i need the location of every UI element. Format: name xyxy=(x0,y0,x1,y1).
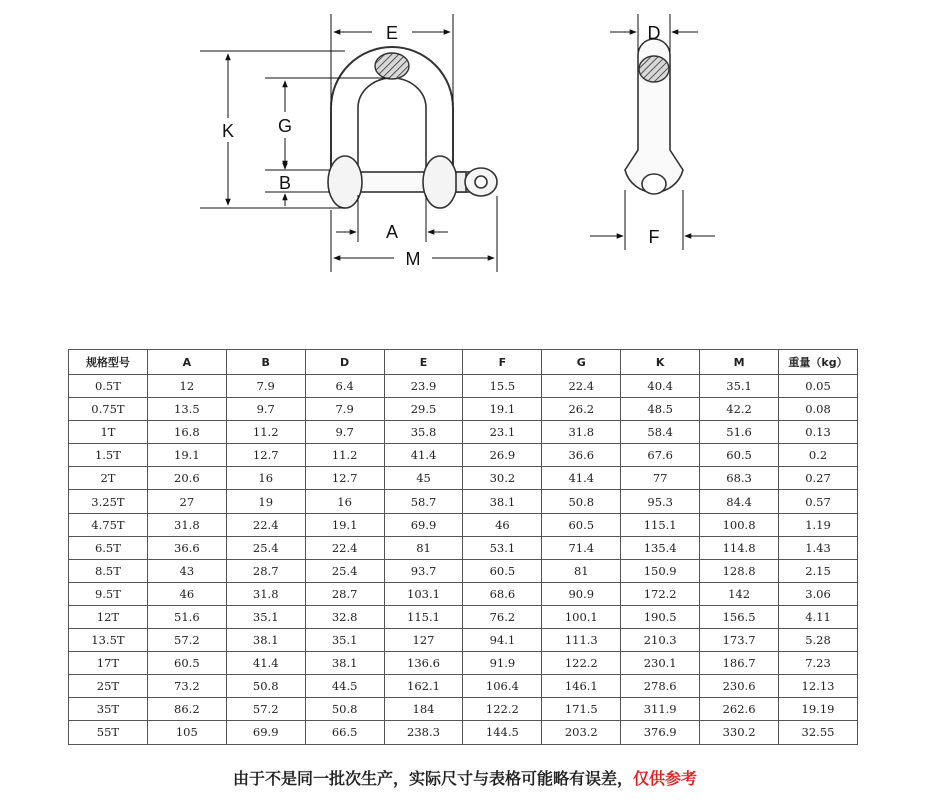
model-cell: 2T xyxy=(69,467,148,490)
shackle-front-view xyxy=(328,47,497,208)
value-cell: 0.05 xyxy=(779,375,858,398)
label-k: K xyxy=(221,121,235,141)
table-row xyxy=(69,675,858,698)
value-cell: 100.8 xyxy=(700,513,779,536)
column-header: D xyxy=(305,350,384,375)
value-cell: 22.4 xyxy=(542,375,621,398)
column-header: B xyxy=(226,350,305,375)
value-cell: 2.15 xyxy=(779,559,858,582)
value-cell: 38.1 xyxy=(305,652,384,675)
column-header: G xyxy=(542,350,621,375)
value-cell: 38.1 xyxy=(463,490,542,513)
value-cell: 91.9 xyxy=(463,652,542,675)
side-section xyxy=(639,56,669,82)
table-row xyxy=(69,375,858,398)
value-cell: 57.2 xyxy=(226,698,305,721)
value-cell: 73.2 xyxy=(147,675,226,698)
value-cell: 32.8 xyxy=(305,605,384,628)
value-cell: 230.1 xyxy=(621,652,700,675)
value-cell: 190.5 xyxy=(621,605,700,628)
label-e: E xyxy=(385,23,399,43)
table-row xyxy=(69,582,858,605)
value-cell: 103.1 xyxy=(384,582,463,605)
value-cell: 136.6 xyxy=(384,652,463,675)
value-cell: 12.13 xyxy=(779,675,858,698)
value-cell: 41.4 xyxy=(542,467,621,490)
value-cell: 25.4 xyxy=(226,536,305,559)
value-cell: 106.4 xyxy=(463,675,542,698)
value-cell: 210.3 xyxy=(621,629,700,652)
value-cell: 32.55 xyxy=(779,721,858,744)
value-cell: 20.6 xyxy=(147,467,226,490)
table-row xyxy=(69,444,858,467)
value-cell: 27 xyxy=(147,490,226,513)
value-cell: 203.2 xyxy=(542,721,621,744)
column-header: A xyxy=(147,350,226,375)
model-cell: 1T xyxy=(69,421,148,444)
pin-eye-right xyxy=(423,156,457,208)
value-cell: 128.8 xyxy=(700,559,779,582)
column-header: M xyxy=(700,350,779,375)
model-cell: 13.5T xyxy=(69,629,148,652)
table-row xyxy=(69,652,858,675)
value-cell: 26.2 xyxy=(542,398,621,421)
value-cell: 100.1 xyxy=(542,605,621,628)
value-cell: 173.7 xyxy=(700,629,779,652)
value-cell: 111.3 xyxy=(542,629,621,652)
side-eye-hole xyxy=(642,174,666,194)
value-cell: 4.11 xyxy=(779,605,858,628)
value-cell: 7.23 xyxy=(779,652,858,675)
value-cell: 48.5 xyxy=(621,398,700,421)
value-cell: 50.8 xyxy=(542,490,621,513)
value-cell: 122.2 xyxy=(542,652,621,675)
value-cell: 238.3 xyxy=(384,721,463,744)
spec-table xyxy=(68,349,858,745)
table-row xyxy=(69,536,858,559)
value-cell: 19.19 xyxy=(779,698,858,721)
model-cell: 55T xyxy=(69,721,148,744)
value-cell: 171.5 xyxy=(542,698,621,721)
value-cell: 184 xyxy=(384,698,463,721)
value-cell: 81 xyxy=(384,536,463,559)
pin-eye-left xyxy=(328,156,362,208)
value-cell: 58.7 xyxy=(384,490,463,513)
model-cell: 4.75T xyxy=(69,513,148,536)
value-cell: 146.1 xyxy=(542,675,621,698)
table-row xyxy=(69,559,858,582)
value-cell: 67.6 xyxy=(621,444,700,467)
value-cell: 60.5 xyxy=(542,513,621,536)
value-cell: 16.8 xyxy=(147,421,226,444)
value-cell: 3.06 xyxy=(779,582,858,605)
table-row xyxy=(69,490,858,513)
value-cell: 5.28 xyxy=(779,629,858,652)
value-cell: 1.43 xyxy=(779,536,858,559)
value-cell: 28.7 xyxy=(226,559,305,582)
value-cell: 12 xyxy=(147,375,226,398)
value-cell: 105 xyxy=(147,721,226,744)
value-cell: 12.7 xyxy=(226,444,305,467)
value-cell: 7.9 xyxy=(226,375,305,398)
value-cell: 11.2 xyxy=(226,421,305,444)
value-cell: 35.8 xyxy=(384,421,463,444)
value-cell: 68.3 xyxy=(700,467,779,490)
shackle-dimension-diagram xyxy=(0,0,930,330)
model-cell: 8.5T xyxy=(69,559,148,582)
value-cell: 68.6 xyxy=(463,582,542,605)
value-cell: 13.5 xyxy=(147,398,226,421)
value-cell: 330.2 xyxy=(700,721,779,744)
value-cell: 30.2 xyxy=(463,467,542,490)
value-cell: 69.9 xyxy=(384,513,463,536)
value-cell: 31.8 xyxy=(226,582,305,605)
value-cell: 93.7 xyxy=(384,559,463,582)
value-cell: 84.4 xyxy=(700,490,779,513)
value-cell: 46 xyxy=(147,582,226,605)
table-row xyxy=(69,421,858,444)
value-cell: 142 xyxy=(700,582,779,605)
value-cell: 53.1 xyxy=(463,536,542,559)
value-cell: 36.6 xyxy=(147,536,226,559)
value-cell: 60.5 xyxy=(463,559,542,582)
value-cell: 46 xyxy=(463,513,542,536)
value-cell: 262.6 xyxy=(700,698,779,721)
table-row xyxy=(69,467,858,490)
value-cell: 45 xyxy=(384,467,463,490)
value-cell: 122.2 xyxy=(463,698,542,721)
value-cell: 230.6 xyxy=(700,675,779,698)
value-cell: 36.6 xyxy=(542,444,621,467)
model-cell: 3.25T xyxy=(69,490,148,513)
label-m: M xyxy=(405,249,421,269)
value-cell: 144.5 xyxy=(463,721,542,744)
value-cell: 0.2 xyxy=(779,444,858,467)
value-cell: 66.5 xyxy=(305,721,384,744)
value-cell: 311.9 xyxy=(621,698,700,721)
value-cell: 0.27 xyxy=(779,467,858,490)
model-cell: 12T xyxy=(69,605,148,628)
column-header: 规格型号 xyxy=(69,350,148,375)
value-cell: 76.2 xyxy=(463,605,542,628)
value-cell: 15.5 xyxy=(463,375,542,398)
value-cell: 50.8 xyxy=(226,675,305,698)
column-header: E xyxy=(384,350,463,375)
value-cell: 77 xyxy=(621,467,700,490)
value-cell: 57.2 xyxy=(147,629,226,652)
table-body xyxy=(69,375,858,745)
value-cell: 172.2 xyxy=(621,582,700,605)
model-cell: 0.5T xyxy=(69,375,148,398)
value-cell: 162.1 xyxy=(384,675,463,698)
table-row xyxy=(69,698,858,721)
value-cell: 31.8 xyxy=(542,421,621,444)
value-cell: 35.1 xyxy=(226,605,305,628)
value-cell: 115.1 xyxy=(621,513,700,536)
label-d: D xyxy=(647,23,661,43)
column-header: K xyxy=(621,350,700,375)
table-row xyxy=(69,605,858,628)
value-cell: 44.5 xyxy=(305,675,384,698)
value-cell: 42.2 xyxy=(700,398,779,421)
label-g: G xyxy=(277,116,293,136)
value-cell: 135.4 xyxy=(621,536,700,559)
value-cell: 86.2 xyxy=(147,698,226,721)
table-header-row xyxy=(69,350,858,375)
value-cell: 278.6 xyxy=(621,675,700,698)
value-cell: 9.7 xyxy=(226,398,305,421)
value-cell: 40.4 xyxy=(621,375,700,398)
value-cell: 81 xyxy=(542,559,621,582)
value-cell: 19.1 xyxy=(463,398,542,421)
value-cell: 28.7 xyxy=(305,582,384,605)
value-cell: 35.1 xyxy=(700,375,779,398)
value-cell: 50.8 xyxy=(305,698,384,721)
shackle-side-view xyxy=(625,39,683,194)
table-row xyxy=(69,513,858,536)
value-cell: 19.1 xyxy=(147,444,226,467)
value-cell: 9.7 xyxy=(305,421,384,444)
value-cell: 16 xyxy=(305,490,384,513)
value-cell: 95.3 xyxy=(621,490,700,513)
value-cell: 7.9 xyxy=(305,398,384,421)
value-cell: 23.1 xyxy=(463,421,542,444)
value-cell: 31.8 xyxy=(147,513,226,536)
value-cell: 156.5 xyxy=(700,605,779,628)
value-cell: 51.6 xyxy=(147,605,226,628)
model-cell: 25T xyxy=(69,675,148,698)
footnote-text: 由于不是同一批次生产，实际尺寸与表格可能略有误差， xyxy=(232,769,633,788)
value-cell: 23.9 xyxy=(384,375,463,398)
value-cell: 12.7 xyxy=(305,467,384,490)
value-cell: 60.5 xyxy=(147,652,226,675)
footnote-highlight: 仅供参考 xyxy=(633,769,698,788)
value-cell: 114.8 xyxy=(700,536,779,559)
table-row xyxy=(69,721,858,744)
model-cell: 9.5T xyxy=(69,582,148,605)
value-cell: 41.4 xyxy=(384,444,463,467)
value-cell: 51.6 xyxy=(700,421,779,444)
value-cell: 71.4 xyxy=(542,536,621,559)
value-cell: 35.1 xyxy=(305,629,384,652)
model-cell: 1.5T xyxy=(69,444,148,467)
value-cell: 0.08 xyxy=(779,398,858,421)
label-f: F xyxy=(648,227,660,247)
value-cell: 60.5 xyxy=(700,444,779,467)
value-cell: 127 xyxy=(384,629,463,652)
model-cell: 35T xyxy=(69,698,148,721)
value-cell: 90.9 xyxy=(542,582,621,605)
value-cell: 0.57 xyxy=(779,490,858,513)
value-cell: 16 xyxy=(226,467,305,490)
value-cell: 41.4 xyxy=(226,652,305,675)
value-cell: 150.9 xyxy=(621,559,700,582)
value-cell: 19.1 xyxy=(305,513,384,536)
value-cell: 43 xyxy=(147,559,226,582)
value-cell: 186.7 xyxy=(700,652,779,675)
footnote xyxy=(0,766,930,789)
crown-section xyxy=(375,53,409,79)
value-cell: 1.19 xyxy=(779,513,858,536)
value-cell: 94.1 xyxy=(463,629,542,652)
value-cell: 115.1 xyxy=(384,605,463,628)
value-cell: 38.1 xyxy=(226,629,305,652)
value-cell: 69.9 xyxy=(226,721,305,744)
value-cell: 29.5 xyxy=(384,398,463,421)
column-header: F xyxy=(463,350,542,375)
value-cell: 0.13 xyxy=(779,421,858,444)
value-cell: 19 xyxy=(226,490,305,513)
model-cell: 0.75T xyxy=(69,398,148,421)
value-cell: 25.4 xyxy=(305,559,384,582)
table-row xyxy=(69,629,858,652)
model-cell: 6.5T xyxy=(69,536,148,559)
value-cell: 376.9 xyxy=(621,721,700,744)
model-cell: 17T xyxy=(69,652,148,675)
label-b: B xyxy=(278,173,292,193)
label-a: A xyxy=(385,222,399,242)
table-row xyxy=(69,398,858,421)
value-cell: 22.4 xyxy=(305,536,384,559)
value-cell: 11.2 xyxy=(305,444,384,467)
value-cell: 22.4 xyxy=(226,513,305,536)
column-header: 重量（kg） xyxy=(779,350,858,375)
value-cell: 6.4 xyxy=(305,375,384,398)
value-cell: 58.4 xyxy=(621,421,700,444)
value-cell: 26.9 xyxy=(463,444,542,467)
